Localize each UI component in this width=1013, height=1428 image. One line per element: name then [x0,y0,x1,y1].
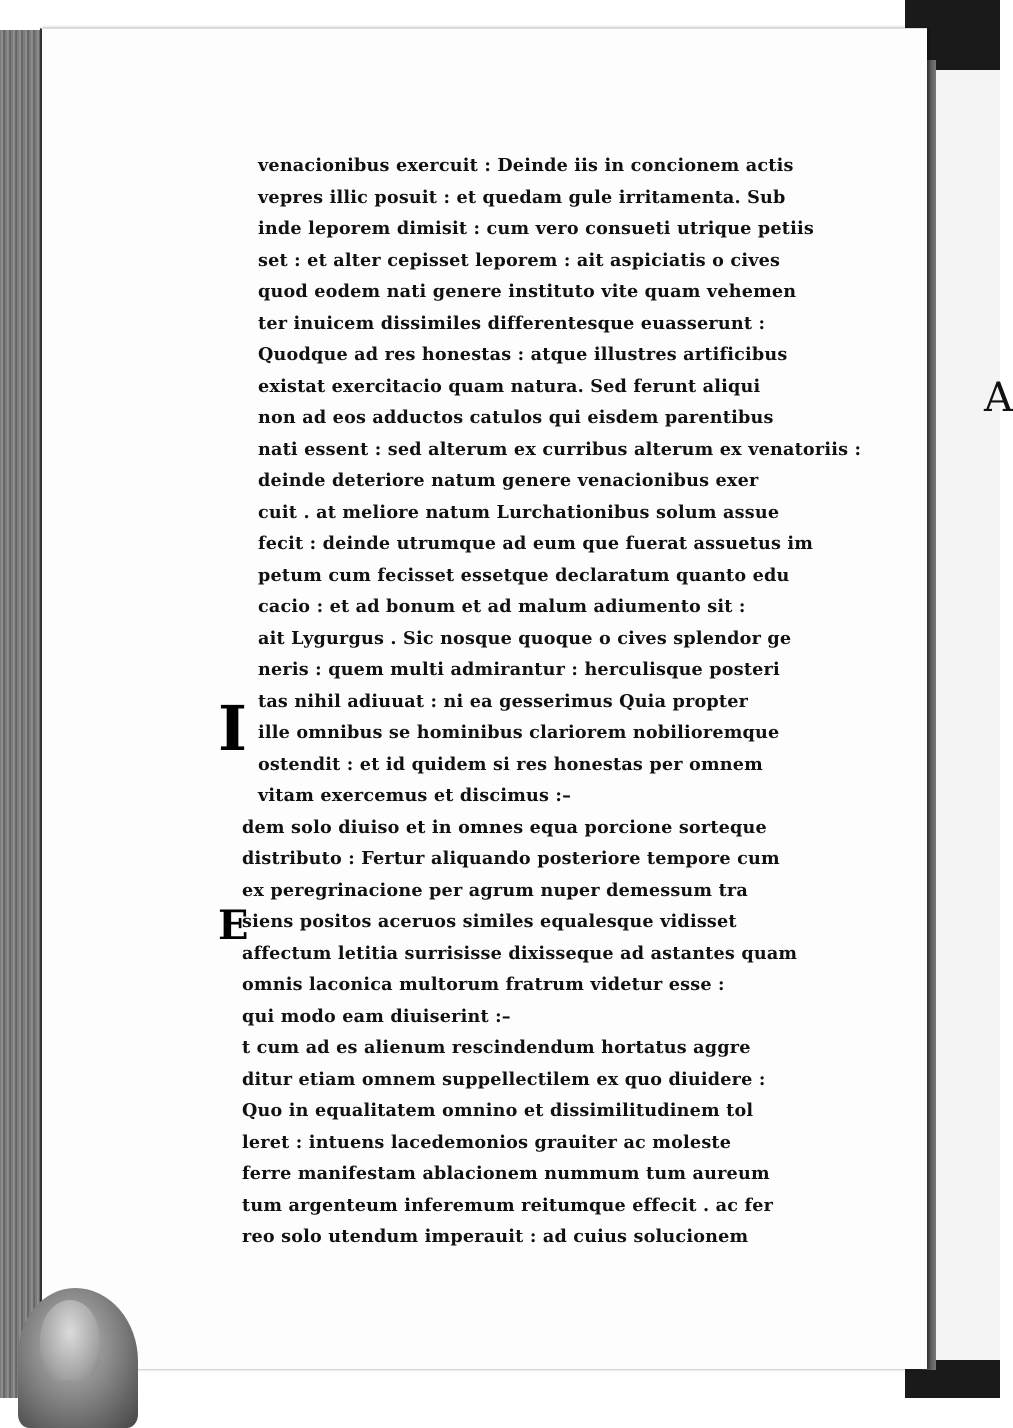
text-line: quod eodem nati genere instituto vite quam vehemen [258,281,797,302]
text-line: ditur etiam omnem suppellectilem ex quo diuidere : [242,1068,766,1090]
text-line: vitam exercemus et discimus :– [258,785,572,806]
text-line: Quo in equalitatem omnino et dissimilitudinem tol [242,1100,754,1121]
text-line: non ad eos adductos catulos qui eisdem parentibus [258,407,774,428]
text-line: affectum letitia surrisisse dixisseque ad astantes quam [242,942,798,964]
text-line: tum argenteum inferemum reitumque effecit . ac fer [242,1194,774,1216]
text-line: leret : intuens lacedemonios grauiter ac moleste [242,1131,732,1153]
text-line: t cum ad es alienum rescindendum hortatus aggre [242,1037,751,1058]
top-margin [0,0,1000,30]
text-line: ostendit : et id quidem si res honestas per omnem [258,753,764,775]
text-line: ille omnibus se hominibus clariorem nobilioremque [258,722,780,743]
text-line: fecit : deinde utrumque ad eum que fuerat assuetus im [258,533,814,554]
text-line: dem solo diuiso et in omnes equa porcione sorteque [242,816,767,838]
text-line: omnis laconica multorum fratrum videtur esse : [242,974,725,995]
text-line: ferre manifestam ablacionem nummum tum aureum [242,1163,770,1184]
text-line: neris : quem multi admirantur : herculisque posteri [258,659,780,680]
text-line: venacionibus exercuit : Deinde iis in concionem actis [258,155,794,176]
text-line: existat exercitacio quam natura. Sed ferunt aliqui [258,375,761,397]
facing-page-edge [930,70,1013,1360]
decorated-initial-i: I [218,692,248,765]
text-line: tas nihil adiuuat : ni ea gesserimus Quia propter [258,690,749,712]
text-line: ter inuicem dissimiles differentesque euasserunt : [258,312,766,334]
text-line: distributo : Fertur aliquando posteriore tempore cum [242,848,780,869]
text-line: deinde deteriore natum genere venacionibus exer [258,470,759,491]
text-line: vepres illic posuit : et quedam gule irritamenta. Sub [258,186,786,208]
facing-page-letter: A [984,375,1013,421]
text-line: nati essent : sed alterum ex curribus alterum ex venatoriis : [258,438,862,460]
text-line: petum cum fecisset essetque declaratum quanto edu [258,564,790,586]
text-line: ex peregrinacione per agrum nuper demessum tra [242,879,748,901]
text-line: siens positos aceruos similes equalesque vidisset [242,911,737,932]
text-line: ait Lygurgus . Sic nosque quoque o cives splendor ge [258,627,792,649]
decorated-initial-e: E [218,902,249,949]
text-line: set : et alter cepisset leporem : ait aspiciatis o cives [258,249,781,271]
text-line: reo solo utendum imperauit : ad cuius solucionem [242,1226,749,1247]
text-line: cacio : et ad bonum et ad malum adiumento sit : [258,596,746,617]
text-line: Quodque ad res honestas : atque illustres artificibus [258,344,788,365]
thumb-nail [40,1300,100,1380]
manuscript-text [232,150,872,1253]
text-line: inde leporem dimisit : cum vero consueti utrique petiis [258,218,814,239]
text-line: cuit . at meliore natum Lurchationibus solum assue [258,501,780,523]
text-line: qui modo eam diuiserint :– [242,1005,511,1027]
